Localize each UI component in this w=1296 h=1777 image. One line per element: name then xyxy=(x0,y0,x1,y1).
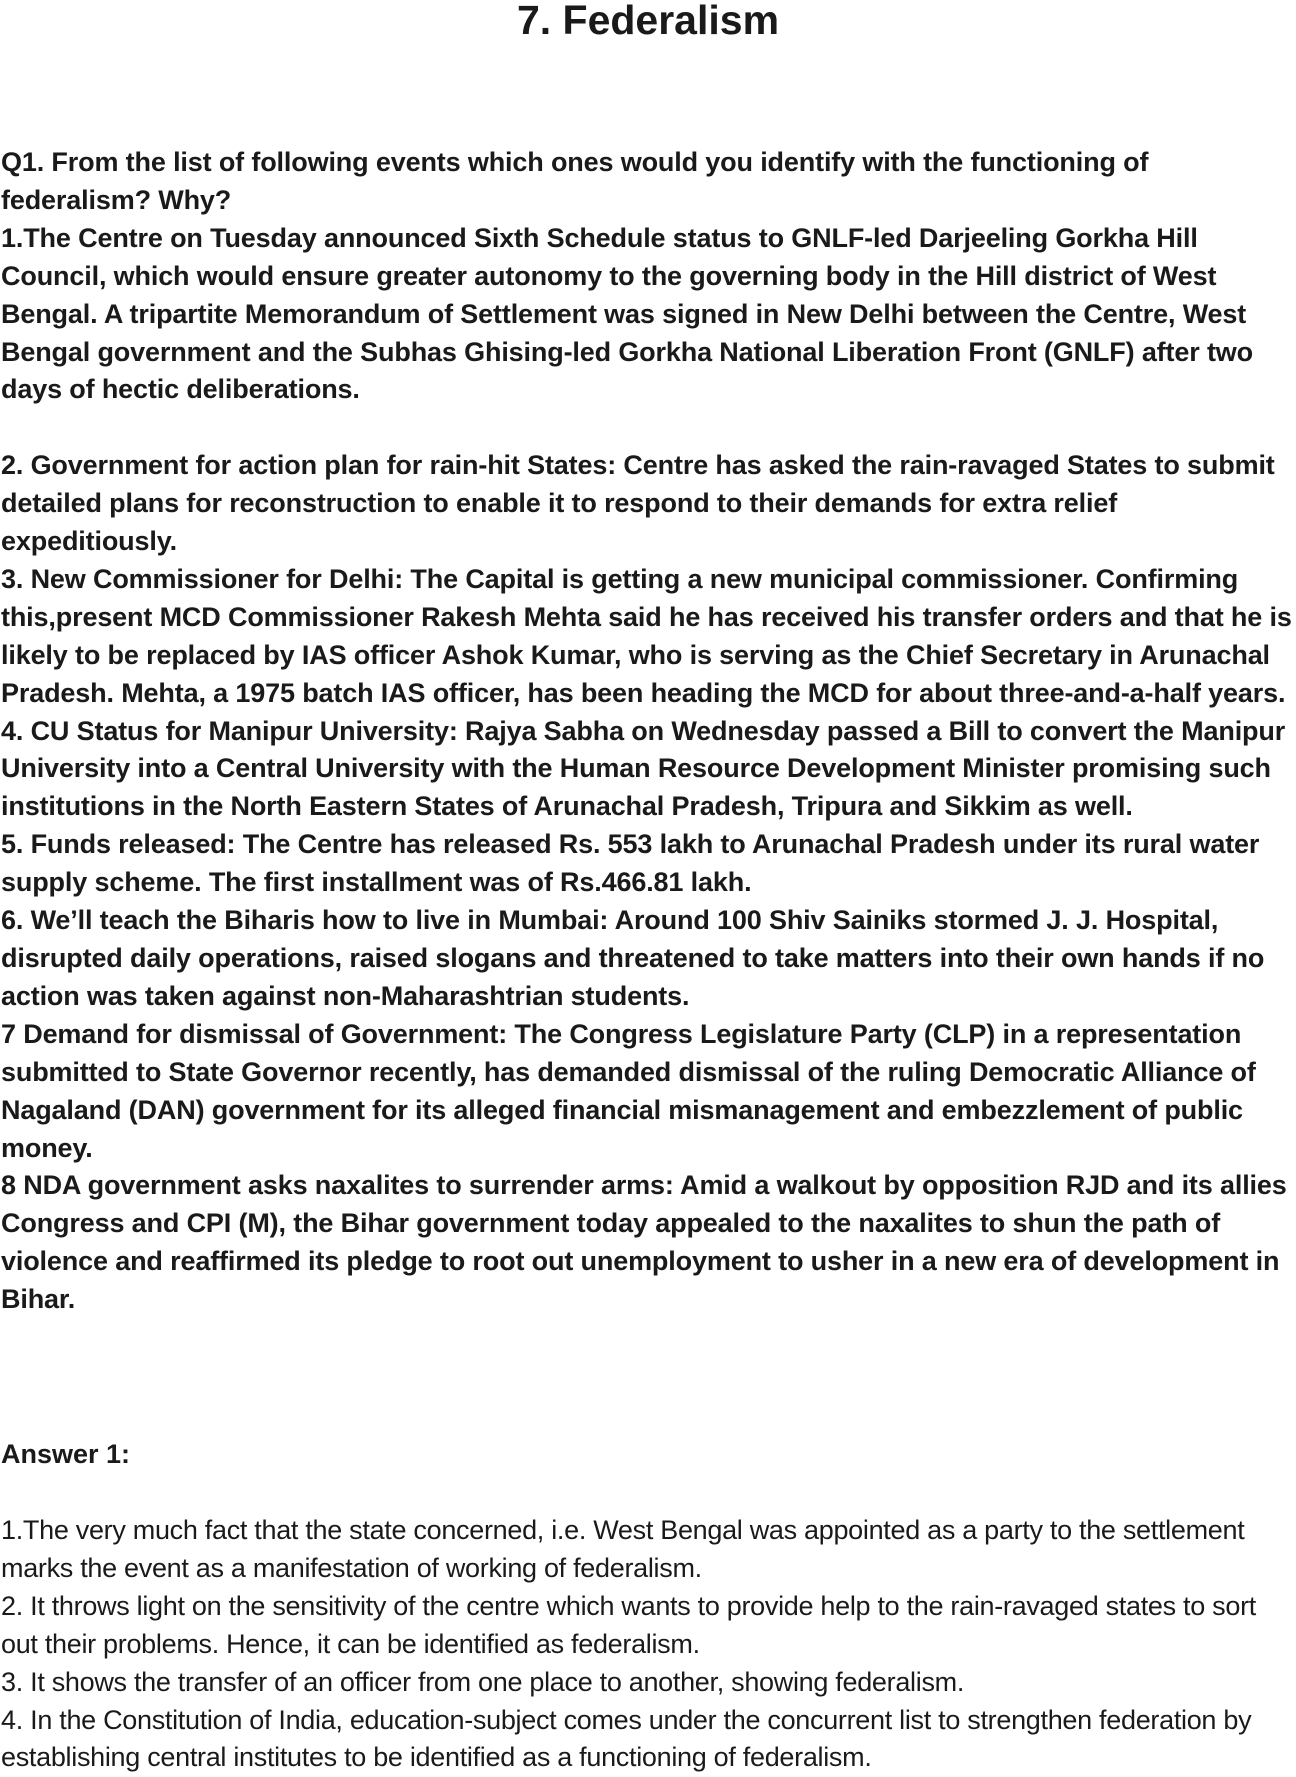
question-item-6: 6. We’ll teach the Biharis how to live in Mumbai: Around 100 Shiv Sainiks stormed J. J. Hospital, disrupted daily operations, raised slogans and threatened to take matters into their own hands if no action was taken against non-Maharashtrian students. xyxy=(1,905,1265,1011)
page-title: 7. Federalism xyxy=(516,0,780,43)
question-block xyxy=(1,144,1296,1319)
question-item-7: 7 Demand for dismissal of Government: The Congress Legislature Party (CLP) in a representation submitted to State Governor recently, has demanded dismissal of the ruling Democratic Alliance of Nagaland (DAN) government for its alleged financial mismanagement and embezzlement of public money. xyxy=(1,1018,1256,1163)
question-item-5: 5. Funds released: The Centre has released Rs. 553 lakh to Arunachal Pradesh under its rural water supply scheme. The first installment was of Rs.466.81 lakh. xyxy=(1,829,1260,898)
answer-item-1: 1.The very much fact that the state concerned, i.e. West Bengal was appointed as a party to the settlement marks the event as a manifestation of working of federalism. xyxy=(1,1515,1245,1583)
answer-heading: Answer 1: xyxy=(1,1439,131,1469)
question-item-4: 4. CU Status for Manipur University: Rajya Sabha on Wednesday passed a Bill to convert the Manipur University into a Central University with the Human Resource Development Minister promising such institutions in the North Eastern States of Arunachal Pradesh, Tripura and Sikkim as well. xyxy=(1,715,1286,822)
question-item-3: 3. New Commissioner for Delhi: The Capital is getting a new municipal commissioner. Confirming this,present MCD Commissioner Rakesh Mehta said he has received his transfer orders and that he is likely to be replaced by IAS officer Ashok Kumar, who is serving as the Chief Secretary in Arunachal Pradesh. Mehta, a 1975 batch IAS officer, has been heading the MCD for about three-and-a-half years. xyxy=(1,563,1292,708)
answer-item-2: 2. It throws light on the sensitivity of the centre which wants to provide help to the rain-ravaged states to sort out their problems. Hence, it can be identified as federalism. xyxy=(1,1590,1256,1659)
answer-item-3: 3. It shows the transfer of an officer from one place to another, showing federalism. xyxy=(1,1666,965,1697)
question-item-2: 2. Government for action plan for rain-hit States: Centre has asked the rain-ravaged States to submit detailed plans for reconstruction to enable it to respond to their demands for extra relief expeditiously. xyxy=(1,450,1275,557)
answer-item-4: 4. In the Constitution of India, education-subject comes under the concurrent list to strengthen federation by establishing central institutes to be identified as a functioning of federalism. xyxy=(1,1704,1252,1773)
question-intro: Q1. From the list of following events which ones would you identify with the functioning of federalism? Why? xyxy=(1,147,1149,215)
question-item-8: 8 NDA government asks naxalites to surrender arms: Amid a walkout by opposition RJD and its allies Congress and CPI (M), the Bihar government today appealed to the naxalites to shun the path of violence and reaffirmed its pledge to root out unemployment to usher in a new era of development in Bihar. xyxy=(1,1170,1287,1315)
answer-block xyxy=(1,1512,1296,1777)
question-item-1: 1.The Centre on Tuesday announced Sixth Schedule status to GNLF-led Darjeeling Gorkha Hill Council, which would ensure greater autonomy to the governing body in the Hill district of West Bengal. A tripartite Memorandum of Settlement was signed in New Delhi between the Centre, West Bengal government and the Subhas Ghising-led Gorkha National Liberation Front (GNLF) after two days of hectic deliberations. xyxy=(1,222,1253,405)
paragraph-gap xyxy=(1,409,1296,447)
